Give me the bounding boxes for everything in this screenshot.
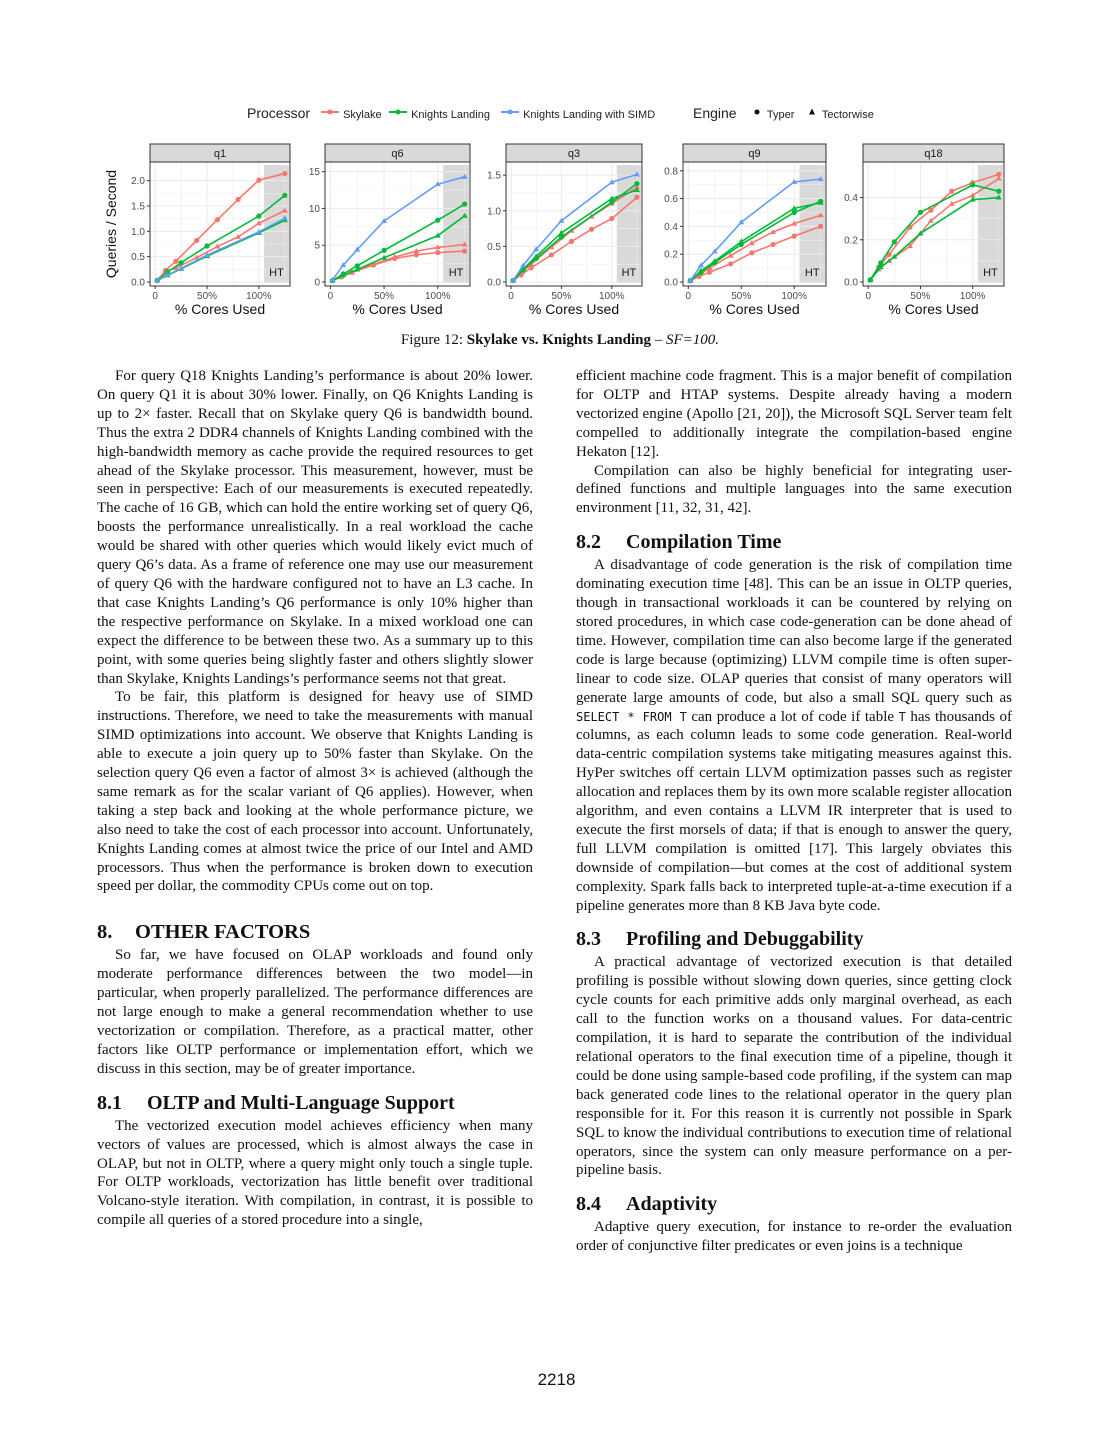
svg-text:0.0: 0.0 [487,277,501,289]
legend-engine-title: Engine [693,105,737,121]
svg-text:q3: q3 [567,148,581,160]
svg-text:50%: 50% [910,291,931,302]
chart-panel-q1 [103,144,290,317]
svg-text:2.0: 2.0 [131,176,145,188]
section-heading-8-1: 8.1 OLTP and Multi-Language Support [97,1091,455,1114]
svg-text:0.2: 0.2 [844,235,858,247]
svg-text:0: 0 [865,291,872,302]
paragraph: Adaptive query execution, for instance to re-order the evaluation order of conjunctive filter predicates or even joins is a technique [576,1219,1012,1255]
facet-panels [100,130,1020,330]
svg-text:HT: HT [983,267,998,279]
svg-text:1.0: 1.0 [131,226,145,238]
svg-text:1.5: 1.5 [487,170,501,182]
svg-text:100%: 100% [781,291,808,302]
figure-caption: Figure 12: Skylake vs. Knights Landing – SF=100. [400,332,720,348]
svg-text:0.0: 0.0 [844,277,858,289]
chart-panel-q3 [487,144,642,317]
svg-text:% Cores Used: % Cores Used [888,301,979,317]
legend-item-skylake: Skylake [320,106,382,121]
paragraph: To be fair, this platform is designed for heavy use of SIMD instructions. Therefore, we need to take the measurements with manual SIMD optimizations into account. We observe that Knights Landing is able to execute a join query up to 50% faster than Skylake. On the selection query Q6 even a factor of almost 3× is achieved (although the same remark as for the scalar variant of Q6 applies). However, when taking a step back and looking at the whole performance picture, we also need to take the cost of each processor into account. Unfortunately, Knights Landing comes at almost twice the price of our Intel and AMD processors. Thus when the performance is broken down to execution speed per dollar, the commodity CPUs come out on top. [97,689,533,895]
svg-text:0.6: 0.6 [664,194,678,206]
chart-panel-q18 [844,144,1004,317]
svg-text:q1: q1 [213,148,227,160]
svg-text:0.4: 0.4 [664,221,678,233]
section-heading-8: 8. OTHER FACTORS [97,921,311,944]
knights-landing-line-icon [388,106,408,118]
paragraph: The vectorized execution model achieves efficiency when many vectors of values are processed, which is almost always the case in OLAP, but not in OLTP, where a query might only touch a single tuple. For OLTP workloads, vectorization has little benefit over traditional Volcano-style iteration. With compilation, in contrast, it is possible to compile all queries of a stored procedure into a single, [97,1117,533,1229]
svg-text:Queries / Second: Queries / Second [103,169,119,279]
legend-item-tectorwise: Tectorwise [805,106,874,121]
svg-text:0: 0 [685,291,692,302]
svg-text:% Cores Used: % Cores Used [709,301,800,317]
svg-text:0: 0 [327,291,334,302]
paragraph: So far, we have focused on OLAP workloads and found only moderate performance differences between the two model—in particular, when properly parallelized. The performance differences are not large enough to make a general recommendation whether to use vectorization or compilation. Therefore, as a practical matter, other factors like OLTP performance or implementation effort, which we discuss in this section, may be of greater importance. [97,947,533,1077]
legend-processor-title: Processor [247,105,311,121]
svg-text:q6: q6 [391,148,404,160]
svg-text:% Cores Used: % Cores Used [352,301,443,317]
svg-text:0: 0 [314,277,320,289]
left-column [97,367,533,1230]
code-inline: T [898,709,906,724]
svg-text:0.8: 0.8 [664,166,678,178]
svg-text:HT: HT [448,267,464,279]
svg-text:HT: HT [804,267,820,279]
right-column [576,367,1012,1256]
section-heading-8-3: 8.3 Profiling and Debuggability [576,928,864,951]
paragraph: For query Q18 Knights Landing’s performance is about 20% lower. On query Q1 it is about 30% lower. Finally, on Q6 Knights Landing is up to 2× faster. Recall that on Skylake query Q6 is bandwidth bound. Thus the extra 2 DDR4 channels of Knights Landing combined with the high-bandwidth memory as cache provide the required resources to get ahead of the Skylake processor. This measurement, however, must be seen in perspective: Each of our measurements is executed repeatedly. The cache of 16 GB, which can hold the entire working set of query Q6, boosts the performance unrealistically. In a real workload the cache would be shared with other queries which would likely evict much of query Q6’s data. As a frame of reference one may use our measurement of query Q6 with the hardware configured not to have an L3 cache. In that case Knights Landing’s Q6 performance is only 10% higher than the respective performance on Skylake. In a mixed workload one can expect the difference to be between these two. As a summary up to this point, with some queries being slightly faster and others slightly slower than Skylake, Knights Landings’s performance seems not that great. [97,368,533,687]
svg-text:50%: 50% [551,291,572,302]
paragraph: efficient machine code fragment. This is a major benefit of compilation for OLTP and HTAP systems. Despite already having a modern vectorized engine (Apollo [21, 20]), the Microsoft SQL Server team felt compelled to additionally integrate the compilation-based engine Hekaton [12]. [576,368,1012,460]
paragraph: Compilation can also be highly beneficial for integrating user-defined functions and multiple languages into the same execution environment [11, 32, 31, 42]. [576,462,1012,517]
section-heading-8-2: 8.2 Compilation Time [576,531,782,554]
legend-item-knights-landing-simd: Knights Landing with SIMD [500,106,655,121]
svg-text:1.0: 1.0 [487,206,501,218]
svg-text:50%: 50% [197,291,218,302]
svg-text:q18: q18 [924,148,943,160]
svg-text:% Cores Used: % Cores Used [528,301,620,317]
svg-text:HT: HT [269,267,284,279]
paragraph: A disadvantage of code generation is the risk of compilation time dominating execution time [48]. This can be an issue in OLTP queries, though in transactional workloads it can be countered by relying on stored procedures, in which case code-generation can be done ahead of time. However, compilation time can also become large if the generated code is large because (optimizing) LLVM compile time is often super-linear to code size. OLAP queries that consist of many operators will generate large amounts of code, but also a small SQL query such as SELECT * FROM T can produce a lot of code if table T has thousands of columns, as each column leads to some code generation. Real-world data-centric compilation systems take mitigating measures against this. HyPer switches off certain LLVM optimization passes such as register allocation and replaces them by its own more scalable register allocation algorithm, and even contains a LLVM IR interpreter that is used to execute the first morsels of data; if that is enough to answer the query, full LLVM compilation is omitted [17]. This largely obviates this downside of compilation—but comes at the cost of additional system complexity. Spark falls back to interpreted tuple-at-a-time execution if a pipeline generates more than 8 KB Java byte code. [576,557,1012,914]
svg-text:50%: 50% [374,291,395,302]
code-inline: SELECT * FROM T [576,709,687,724]
svg-text:100%: 100% [598,291,625,302]
svg-text:100%: 100% [959,291,986,302]
svg-text:50%: 50% [731,291,752,302]
paragraph: A practical advantage of vectorized execution is that detailed profiling is possible without slowing down queries, since getting clock cycle counts for each primitive adds only marginal overhead, as each call to the function works on a thousand values. For data-centric compilation, it is hard to separate the contribution of the individual relational operators to the final execution time of a pipeline, though it could be done using sample-based code profiling, if the system can map back generated code lines to the relational operator in the query plan responsible for it. For this reason it is currently not possible in Spark SQL to know the individual contributions to execution time of relational operators, since the system can only measure performance on a per-pipeline basis. [576,954,1012,1179]
chart-panel-q6 [309,144,470,317]
svg-text:100%: 100% [246,291,272,302]
svg-text:0.5: 0.5 [487,241,501,253]
svg-text:0.4: 0.4 [844,193,858,205]
svg-text:1.5: 1.5 [131,201,145,213]
svg-text:10: 10 [308,203,320,215]
svg-text:5: 5 [314,240,320,252]
svg-text:100%: 100% [424,291,451,302]
svg-text:0: 0 [508,291,514,302]
svg-text:0.0: 0.0 [664,277,678,289]
svg-text:15: 15 [308,167,320,179]
svg-text:0.0: 0.0 [131,277,145,289]
svg-text:HT: HT [621,267,637,279]
svg-text:0: 0 [152,291,158,302]
skylake-line-icon [320,106,340,118]
svg-text:q9: q9 [748,148,761,160]
triangle-marker-icon [805,106,819,118]
section-heading-8-4: 8.4 Adaptivity [576,1193,718,1216]
svg-text:% Cores Used: % Cores Used [174,301,266,317]
chart-legend [100,106,1020,126]
svg-text:0.2: 0.2 [664,249,678,261]
svg-text:0.5: 0.5 [131,252,145,264]
legend-item-knights-landing: Knights Landing [388,106,490,121]
knights-landing-simd-line-icon [500,106,520,118]
circle-marker-icon [750,106,764,118]
chart-panel-q9 [664,144,826,317]
page-number: 2218 [537,1370,576,1389]
figure-12 [100,100,1020,360]
legend-item-typer: Typer [750,106,794,121]
